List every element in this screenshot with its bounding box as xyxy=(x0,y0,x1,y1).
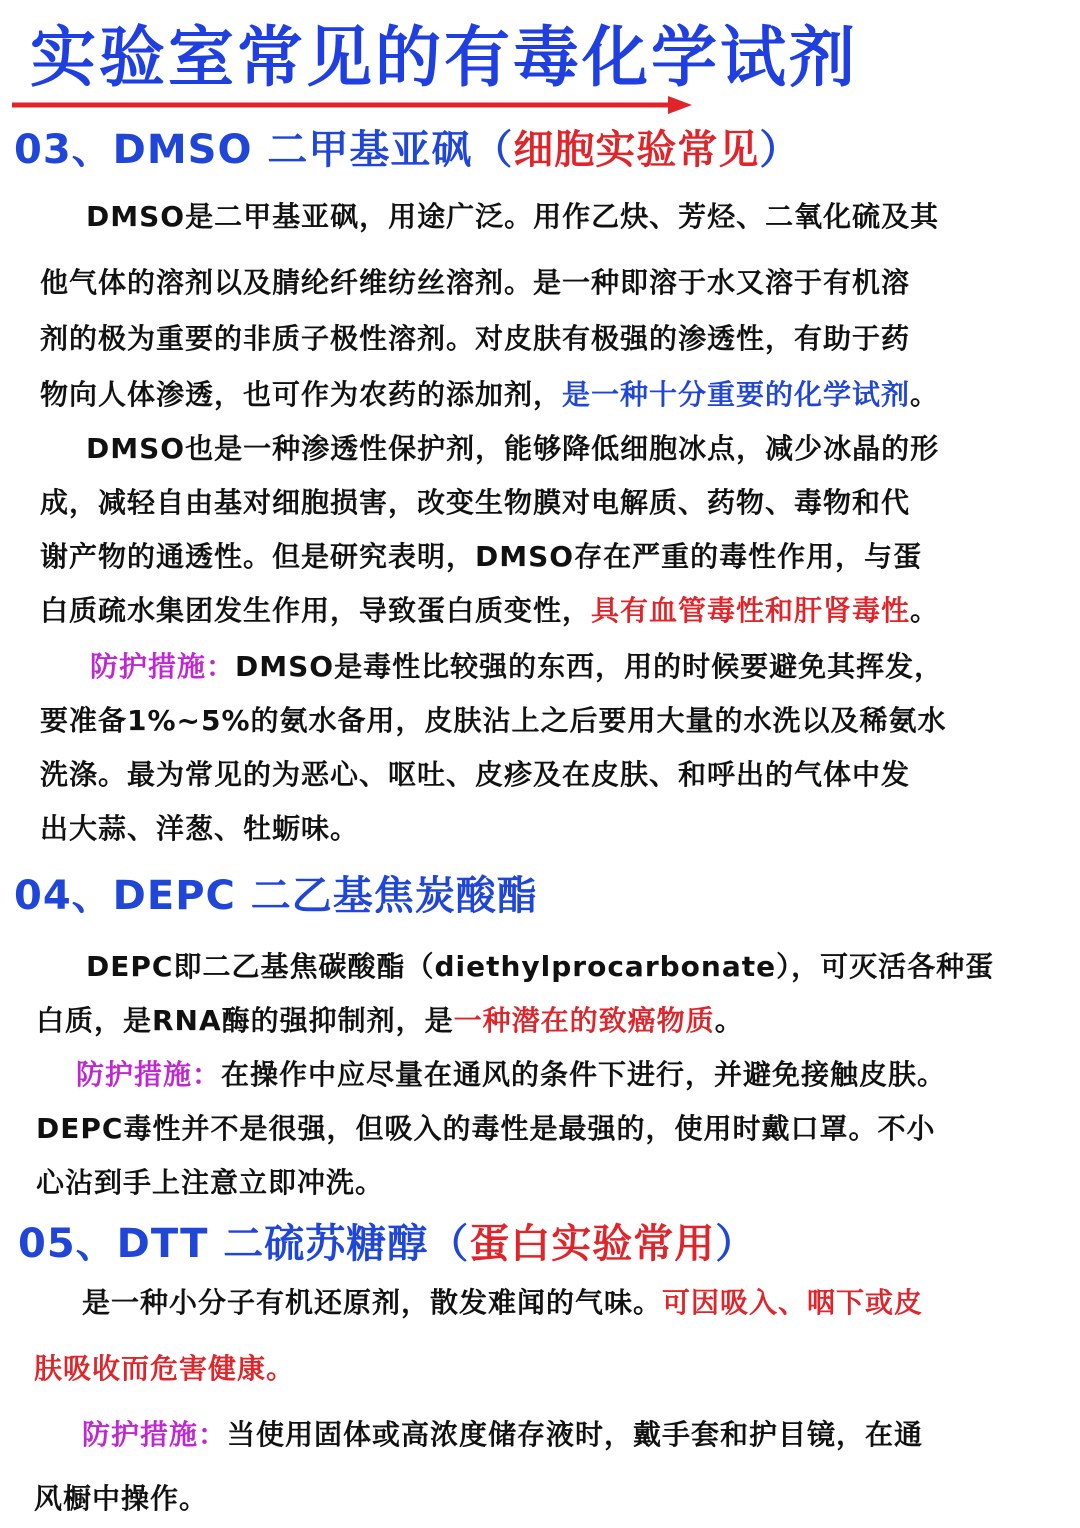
text-segment: 。 xyxy=(910,594,940,627)
paragraph-line xyxy=(82,1418,923,1452)
paragraph-line: 要准备1%~5%的氨水备用，皮肤沾上之后要用大量的水洗以及稀氨水 xyxy=(40,704,947,737)
paragraph-line xyxy=(76,1058,946,1092)
title-underline-arrow xyxy=(12,94,692,116)
text-segment: 在操作中应尽量在通风的条件下进行，并避免接触皮肤。 xyxy=(221,1058,947,1091)
paragraph-line xyxy=(82,1286,923,1320)
highlight-text: 一种潜在的致癌物质 xyxy=(453,1004,715,1037)
paragraph-line: 成，减轻自由基对细胞损害，改变生物膜对电解质、药物、毒物和代 xyxy=(40,486,911,519)
paragraph-line: 肤吸收而危害健康。 xyxy=(34,1352,296,1385)
protection-label: 防护措施： xyxy=(76,1058,222,1091)
protection-label: 防护措施： xyxy=(90,650,236,683)
text-segment: 是一种小分子有机还原剂，散发难闻的气味。 xyxy=(82,1286,663,1319)
highlight-text: 具有血管毒性和肝肾毒性 xyxy=(591,594,911,627)
highlight-text: 是一种十分重要的化学试剂 xyxy=(562,378,911,411)
section-04-heading: 04、DEPC 二乙基焦炭酸酯 xyxy=(14,873,538,919)
paragraph-line: 出大蒜、洋葱、牡蛎味。 xyxy=(40,812,360,845)
paragraph-line: DMSO是二甲基亚砜，用途广泛。用作乙炔、芳烃、二氧化硫及其 xyxy=(86,200,940,233)
text-segment: 。 xyxy=(910,378,940,411)
section-05-heading xyxy=(18,1222,756,1266)
paragraph-line: DEPC毒性并不是很强，但吸入的毒性是最强的，使用时戴口罩。不小 xyxy=(36,1112,936,1145)
paragraph-line xyxy=(90,650,943,684)
text-segment: 白质，是RNA酶的强抑制剂，是 xyxy=(36,1004,454,1037)
heading-end: ） xyxy=(759,127,801,173)
paragraph-line: 剂的极为重要的非质子极性溶剂。对皮肤有极强的渗透性，有助于药 xyxy=(40,322,911,355)
paragraph-line: 心沾到手上注意立即冲洗。 xyxy=(36,1166,385,1199)
paragraph-line: DEPC即二乙基焦碳酸酯（diethylprocarbonate），可灭活各种蛋 xyxy=(86,950,995,983)
protection-label: 防护措施： xyxy=(82,1418,228,1451)
section-03-heading xyxy=(14,128,800,172)
heading-end: ） xyxy=(715,1221,757,1267)
paragraph-line xyxy=(36,1004,744,1038)
text-segment: 物向人体渗透，也可作为农药的添加剂， xyxy=(40,378,563,411)
paragraph-line xyxy=(40,594,939,628)
highlight-text: 可因吸入、咽下或皮 xyxy=(662,1286,924,1319)
text-segment: 白质疏水集团发生作用，导致蛋白质变性， xyxy=(40,594,592,627)
page-title: 实验室常见的有毒化学试剂 xyxy=(30,19,858,96)
paragraph-line: DMSO也是一种渗透性保护剂，能够降低细胞冰点，减少冰晶的形 xyxy=(86,432,940,465)
text-segment: 。 xyxy=(714,1004,744,1037)
text-segment: DMSO是毒性比较强的东西，用的时候要避免其挥发， xyxy=(235,650,944,683)
text-segment: 当使用固体或高浓度储存液时，戴手套和护目镜，在通 xyxy=(227,1418,924,1451)
paragraph-line: 谢产物的通透性。但是研究表明，DMSO存在严重的毒性作用，与蛋 xyxy=(40,540,923,573)
heading-highlight: 细胞实验常见 xyxy=(513,127,760,173)
paragraph-line: 洗涤。最为常见的为恶心、呕吐、皮疹及在皮肤、和呼出的气体中发 xyxy=(40,758,911,791)
heading-text: 05、DTT 二硫苏糖醇（ xyxy=(18,1221,470,1267)
heading-text: 03、DMSO 二甲基亚砜（ xyxy=(14,127,514,173)
heading-highlight: 蛋白实验常用 xyxy=(469,1221,716,1267)
paragraph-line: 风橱中操作。 xyxy=(34,1482,209,1515)
paragraph-line xyxy=(40,378,939,412)
paragraph-line: 他气体的溶剂以及腈纶纤维纺丝溶剂。是一种即溶于水又溶于有机溶 xyxy=(40,266,911,299)
